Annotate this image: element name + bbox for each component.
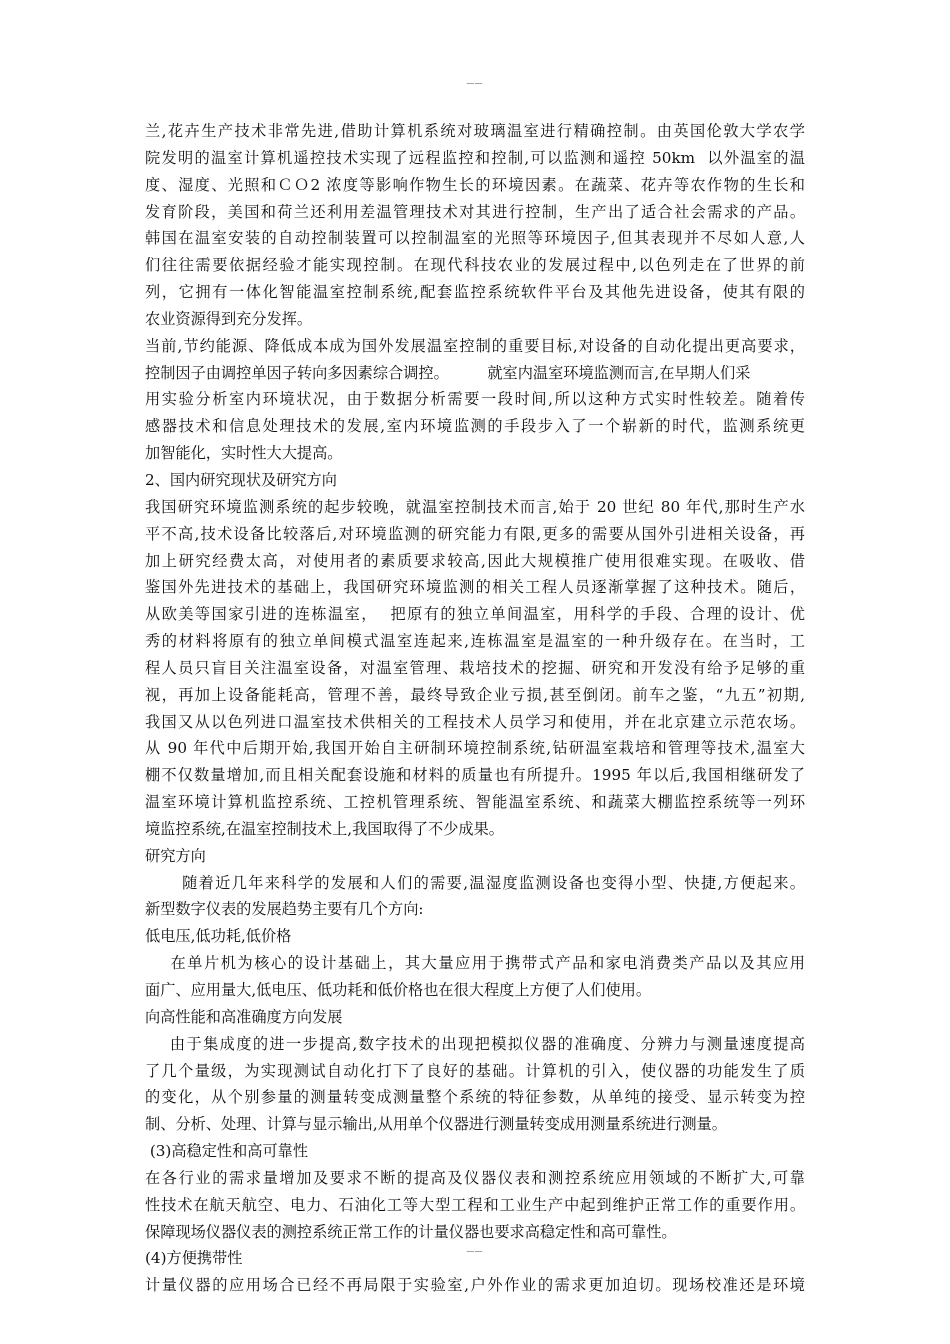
section-heading: 研究方向 [145, 846, 206, 865]
text-line: 我国研究环境监测系统的起步较晚，就温室控制技术而言,始于 20 世纪 80 年代,那时生产水 [145, 497, 805, 516]
text-line: 感器技术和信息处理技术的发展,室内环境监测的手段步入了一个崭新的时代，监测系统更 [145, 417, 805, 436]
text-line: 性技术在航天航空、电力、石油化工等大型工程和工业生产中起到维护正常工作的重要作用。 [145, 1195, 805, 1214]
subsection-heading: (4)方便携带性 [145, 1249, 243, 1268]
text-line: 从 90 年代中后期开始,我国开始自主研制环境控制系统,钻研温室栽培和管理等技术,温室大 [145, 739, 805, 758]
text-line: 当前,节约能源、降低成本成为国外发展温室控制的重要目标,对设备的自动化提出更高要求， [145, 336, 805, 355]
text-line: 加智能化，实时性大大提高。 [145, 444, 343, 463]
text-line: 计量仪器的应用场合已经不再局限于实验室,户外作业的需求更加迫切。现场校准还是环境 [145, 1276, 805, 1295]
text-line: 鉴国外先进技术的基础上，我国研究环境监测的相关工程人员逐渐掌握了这种技术。随后， [145, 578, 805, 597]
text-line: 了几个量级，为实现测试自动化打下了良好的基础。计算机的引入，使仪器的功能发生了质 [145, 1061, 805, 1080]
text-line: 们往往需要依据经验才能实现控制。在现代科技农业的发展过程中,以色列走在了世界的前 [145, 256, 805, 275]
text-line: 境监控系统,在温室控制技术上,我国取得了不少成果。 [145, 819, 504, 838]
text-line: 发育阶段，美国和荷兰还利用差温管理技术对其进行控制，生产出了适合社会需求的产品。 [145, 202, 805, 221]
text-line: 院发明的温室计算机遥控技术实现了远程监控和控制,可以监测和遥控 50km 以外温室的温 [145, 148, 805, 167]
document-body [145, 118, 805, 1299]
subsection-heading: (3)高稳定性和高可靠性 [145, 1142, 309, 1161]
text-line: 农业资源得到充分发挥。 [145, 309, 313, 328]
text-line: 控制因子由调控单因子转向多因素综合调控。 就室内温室环境监测而言,在早期人们采 [145, 363, 751, 382]
text-line: 新型数字仪表的发展趋势主要有几个方向: [145, 900, 424, 919]
text-line: 度、湿度、光照和ＣＯ2 浓度等影响作物生长的环境因素。在蔬菜、花卉等农作物的生长和 [145, 175, 805, 194]
footer-mark: __ [466, 1238, 484, 1252]
text-line: 列，它拥有一体化智能温室控制系统,配套监控系统软件平台及其他先进设备，使其有限的 [145, 283, 805, 302]
text-line: 随着近几年来科学的发展和人们的需要,温湿度监测设备也变得小型、快捷,方便起来。 [145, 873, 805, 892]
text-line: 从欧美等国家引进的连栋温室， 把原有的独立单间温室，用科学的手段、合理的设计、优 [145, 605, 805, 624]
text-line: 制、分析、处理、计算与显示输出,从用单个仪器进行测量转变成用测量系统进行测量。 [145, 1115, 727, 1134]
text-line: 用实验分析室内环境状况，由于数据分析需要一段时间,所以这种方式实时性较差。随着传 [145, 390, 805, 409]
text-line: 棚不仅数量增加,而且相关配套设施和材料的质量也有所提升。1995 年以后,我国相继研发了 [145, 766, 805, 785]
text-line: 平不高,技术设备比较落后,对环境监测的研究能力有限,更多的需要从国外引进相关设备，再 [145, 524, 805, 543]
text-line: 视，再加上设备能耗高，管理不善，最终导致企业亏损,甚至倒闭。前车之鉴，“九五”初期, [145, 685, 805, 704]
subsection-heading: 低电压,低功耗,低价格 [145, 927, 292, 946]
text-line: 程人员只盲目关注温室设备，对温室管理、栽培技术的挖掘、研究和开发没有给予足够的重 [145, 658, 805, 677]
text-line: 在单片机为核心的设计基础上，其大量应用于携带式产品和家电消费类产品以及其应用 [145, 954, 805, 973]
text-line: 面广、应用量大,低电压、低功耗和低价格也在很大程度上方便了人们使用。 [145, 981, 652, 999]
text-line: 的变化，从个别参量的测量转变成测量整个系统的特征参数，从单纯的接受、显示转变为控 [145, 1088, 805, 1107]
text-line: 兰,花卉生产技术非常先进,借助计算机系统对玻璃温室进行精确控制。由英国伦敦大学农学 [145, 122, 805, 140]
text-line: 保障现场仪器仪表的测控系统正常工作的计量仪器也要求高稳定性和高可靠性。 [145, 1222, 677, 1241]
header-mark: __ [466, 70, 484, 84]
section-heading: 2、国内研究现状及研究方向 [145, 470, 337, 489]
text-line: 由于集成度的进一步提高,数字技术的出现把模拟仪器的准确度、分辨力与测量速度提高 [145, 1034, 805, 1053]
text-line: 秀的材料将原有的独立单间模式温室连起来,连栋温室是温室的一种升级存在。在当时，工 [145, 632, 805, 651]
text-line: 我国又从以色列进口温室技术供相关的工程技术人员学习和使用，并在北京建立示范农场。 [145, 712, 805, 731]
text-line: 在各行业的需求量增加及要求不断的提高及仪器仪表和测控系统应用领域的不断扩大,可靠 [145, 1168, 805, 1187]
text-line: 温室环境计算机监控系统、工控机管理系统、智能温室系统、和蔬菜大棚监控系统等一列环 [145, 793, 805, 812]
text-line: 韩国在温室安装的自动控制装置可以控制温室的光照等环境因子,但其表现并不尽如人意,人 [145, 229, 805, 248]
text-line: 加上研究经费太高，对使用者的素质要求较高,因此大规模推广使用很难实现。在吸收、借 [145, 551, 805, 570]
subsection-heading: 向高性能和高准确度方向发展 [145, 1007, 343, 1026]
